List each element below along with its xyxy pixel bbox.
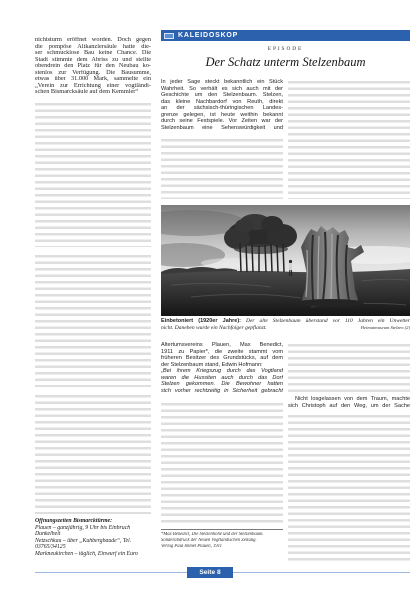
section-header-bar — [161, 30, 410, 41]
footnote-line: Sonderabdruck der Neuen Vogtländischen Zeitung. — [161, 537, 257, 543]
text-line: Stadt stimmte dem Abriss zu und stellte — [35, 56, 151, 63]
text-line: Stelzenbaum eine Sehenswürdigkeit und — [161, 124, 283, 131]
person-head — [289, 260, 292, 263]
tree-crown — [261, 216, 283, 232]
blurred-text-block — [288, 79, 410, 199]
text-line: „Verein zur Errichtung einer vogtländi- — [35, 82, 151, 89]
blurred-text-block — [35, 101, 151, 247]
article-title: Der Schatz unterm Stelzenbaum — [205, 55, 366, 69]
article-body-column-2 — [288, 396, 410, 409]
left-column-text — [35, 37, 151, 96]
field — [161, 269, 410, 316]
caption-line — [161, 325, 410, 332]
article-photo — [161, 205, 410, 316]
text-line: Geschichte um den Stelzenbaum. Stelzen, — [161, 92, 283, 98]
caption-label: Einbetoniert (1920er Jahre): — [161, 318, 241, 324]
footnote-line: *Max Benedict, Die Stelzenhöhe und der Stelzenbaum. — [161, 532, 264, 537]
section-marker-icon — [164, 33, 174, 39]
quote-line: waren die Hussiten auch durch das Dorf — [161, 374, 283, 381]
photo-credit: Heimatmuseum Stelzen (2) — [360, 324, 410, 330]
article-body-column-1 — [161, 342, 283, 394]
caption-text: nicht. Daneben wurde ein Nachfolger gepflanzt. — [161, 324, 267, 331]
opening-hours-line: 03765/34125 — [35, 544, 66, 551]
caption-text: Der alte Stelzenbaum überstand vor 110 Jahren ein Unwetter — [246, 318, 410, 324]
quote-line: „Bei ihrem Kriegszug durch das Vogtland — [161, 368, 283, 374]
tree-crown — [235, 219, 253, 233]
section-label: KALEIDOSKOP — [178, 32, 239, 39]
opening-hours-line: Plauen – ganzjährig, 9 Uhr bis Einbruch — [35, 524, 131, 531]
text-line: der Stelzenbaum stand, Edwin Hofmann: — [161, 361, 263, 368]
footnote-line: Verlag Paul Immel Plauen, 1911 — [161, 543, 222, 549]
caption-line — [161, 318, 410, 325]
quote-line: sich vorher rechtzeitig in Sicherheit gebracht — [161, 387, 283, 394]
text-line: sich Christoph auf den Weg, um der Sache — [288, 402, 410, 409]
footnote-rule — [161, 529, 283, 530]
text-line: ser schmucklose Bau keine Chance. Die — [35, 50, 151, 56]
opening-hours-line: Dunkelheit — [35, 531, 61, 538]
text-line: Nicht losgelassen von dem Traum, machte — [295, 396, 410, 402]
blurred-text-block — [288, 342, 410, 394]
text-line: Wahrheit. So verhält es sich auch mit der — [161, 85, 283, 92]
text-line: Altertumsvereins Plauen, Max Benedict, — [161, 342, 283, 348]
text-line: nichtsturm eröffnet worden. Doch gegen — [35, 37, 151, 43]
opening-hours-line: Markneukirchen – täglich, Einwurf ein Euro — [35, 550, 138, 557]
photo-caption — [161, 318, 410, 331]
footnote — [161, 532, 283, 549]
opening-hours-line: Netzschkau – über „Kuhbergbaude“, Tel. — [35, 537, 132, 544]
text-line: etwas über 31.000 Mark, sammelte ein — [35, 76, 151, 82]
blurred-text-block — [35, 253, 151, 387]
blurred-text-block — [161, 401, 283, 523]
text-line: schen Bismarcksäule auf dem Kemmler“ — [35, 89, 139, 95]
text-line: stenlos zur Verfügung. Die Bausumme, — [35, 69, 151, 76]
stump-base-shadow — [296, 299, 364, 307]
quote-line: Stelzen gekommen. Die Bewohner hatten — [161, 381, 283, 387]
opening-hours-heading: Öffnungszeiten Bismarcktürme: — [35, 518, 113, 524]
article-intro-column — [161, 79, 283, 131]
tree-underbrush — [234, 244, 288, 254]
text-line: früheren Besitzer des Grundstücks, auf dem — [161, 355, 283, 361]
text-line: grenze gelegen, ist heute weithin bekannt — [161, 111, 283, 118]
text-line: die pompöse Altkanzlersäule hatte die- — [35, 43, 151, 50]
text-line: an der sächsisch-thüringischen Landes- — [161, 105, 283, 111]
page-number: Seite 8 — [187, 567, 233, 578]
blurred-text-block — [35, 393, 151, 514]
text-line: 1911 zu Papier*, die zweite stammt vom — [161, 348, 283, 355]
person-body — [289, 263, 292, 270]
opening-hours-box — [35, 518, 151, 558]
article-kicker: EPISODE — [267, 46, 304, 52]
text-line: obendrein den Platz für den Neubau ko- — [35, 63, 151, 69]
photo-ground — [161, 267, 410, 316]
blurred-text-block — [288, 413, 410, 561]
text-line: das kleine Nachbardorf von Reuth, direkt — [161, 98, 283, 105]
photo-image — [161, 205, 410, 316]
text-line: In jeder Sage steckt bekanntlich ein Stück — [161, 79, 283, 85]
blurred-text-block — [161, 137, 283, 199]
text-line: durch seine Festspiele. Vor Zeiten war der — [161, 118, 283, 124]
